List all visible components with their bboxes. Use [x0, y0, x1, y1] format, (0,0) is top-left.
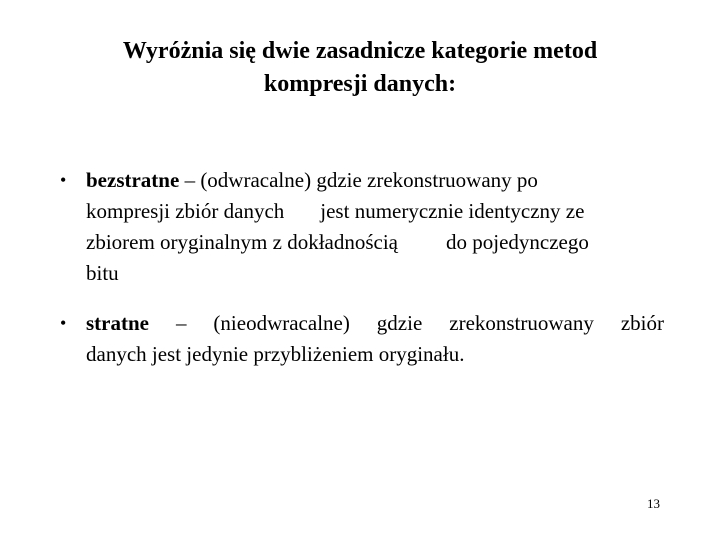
bullet-line — [86, 308, 664, 339]
title-line-2: kompresji danych: — [263, 71, 457, 97]
page-number: 13 — [647, 496, 660, 511]
term-lossy: stratne — [86, 311, 149, 335]
bullet-list — [58, 165, 664, 370]
bullet-lossy — [58, 308, 664, 370]
bullet-line — [86, 165, 664, 196]
bullet-text: zbiorem oryginalnym z dokładnością — [86, 230, 398, 254]
bullet-text: do pojedynczego — [446, 230, 589, 254]
bullet-line — [86, 227, 664, 258]
bullet-text: – (odwracalne) gdzie zrekonstruowany po — [179, 168, 538, 192]
bullet-line: danych jest jedynie przybliżeniem oryginału. — [86, 342, 465, 366]
bullet-dot: • — [60, 313, 67, 333]
bullet-line — [86, 196, 664, 227]
bullet-text: – (nieodwracalne) gdzie zrekonstruowany zbiór — [148, 311, 664, 335]
slide-title — [40, 35, 680, 101]
title-line-1: Wyróżnia się dwie zasadnicze kategorie metod — [122, 38, 598, 64]
term-lossless: bezstratne — [86, 168, 180, 192]
bullet-text: jest numerycznie identyczny ze — [320, 199, 585, 223]
bullet-lossless — [58, 165, 664, 289]
bullet-dot: • — [60, 170, 67, 190]
bullet-text: kompresji zbiór danych — [86, 199, 285, 223]
bullet-line: bitu — [86, 261, 119, 285]
